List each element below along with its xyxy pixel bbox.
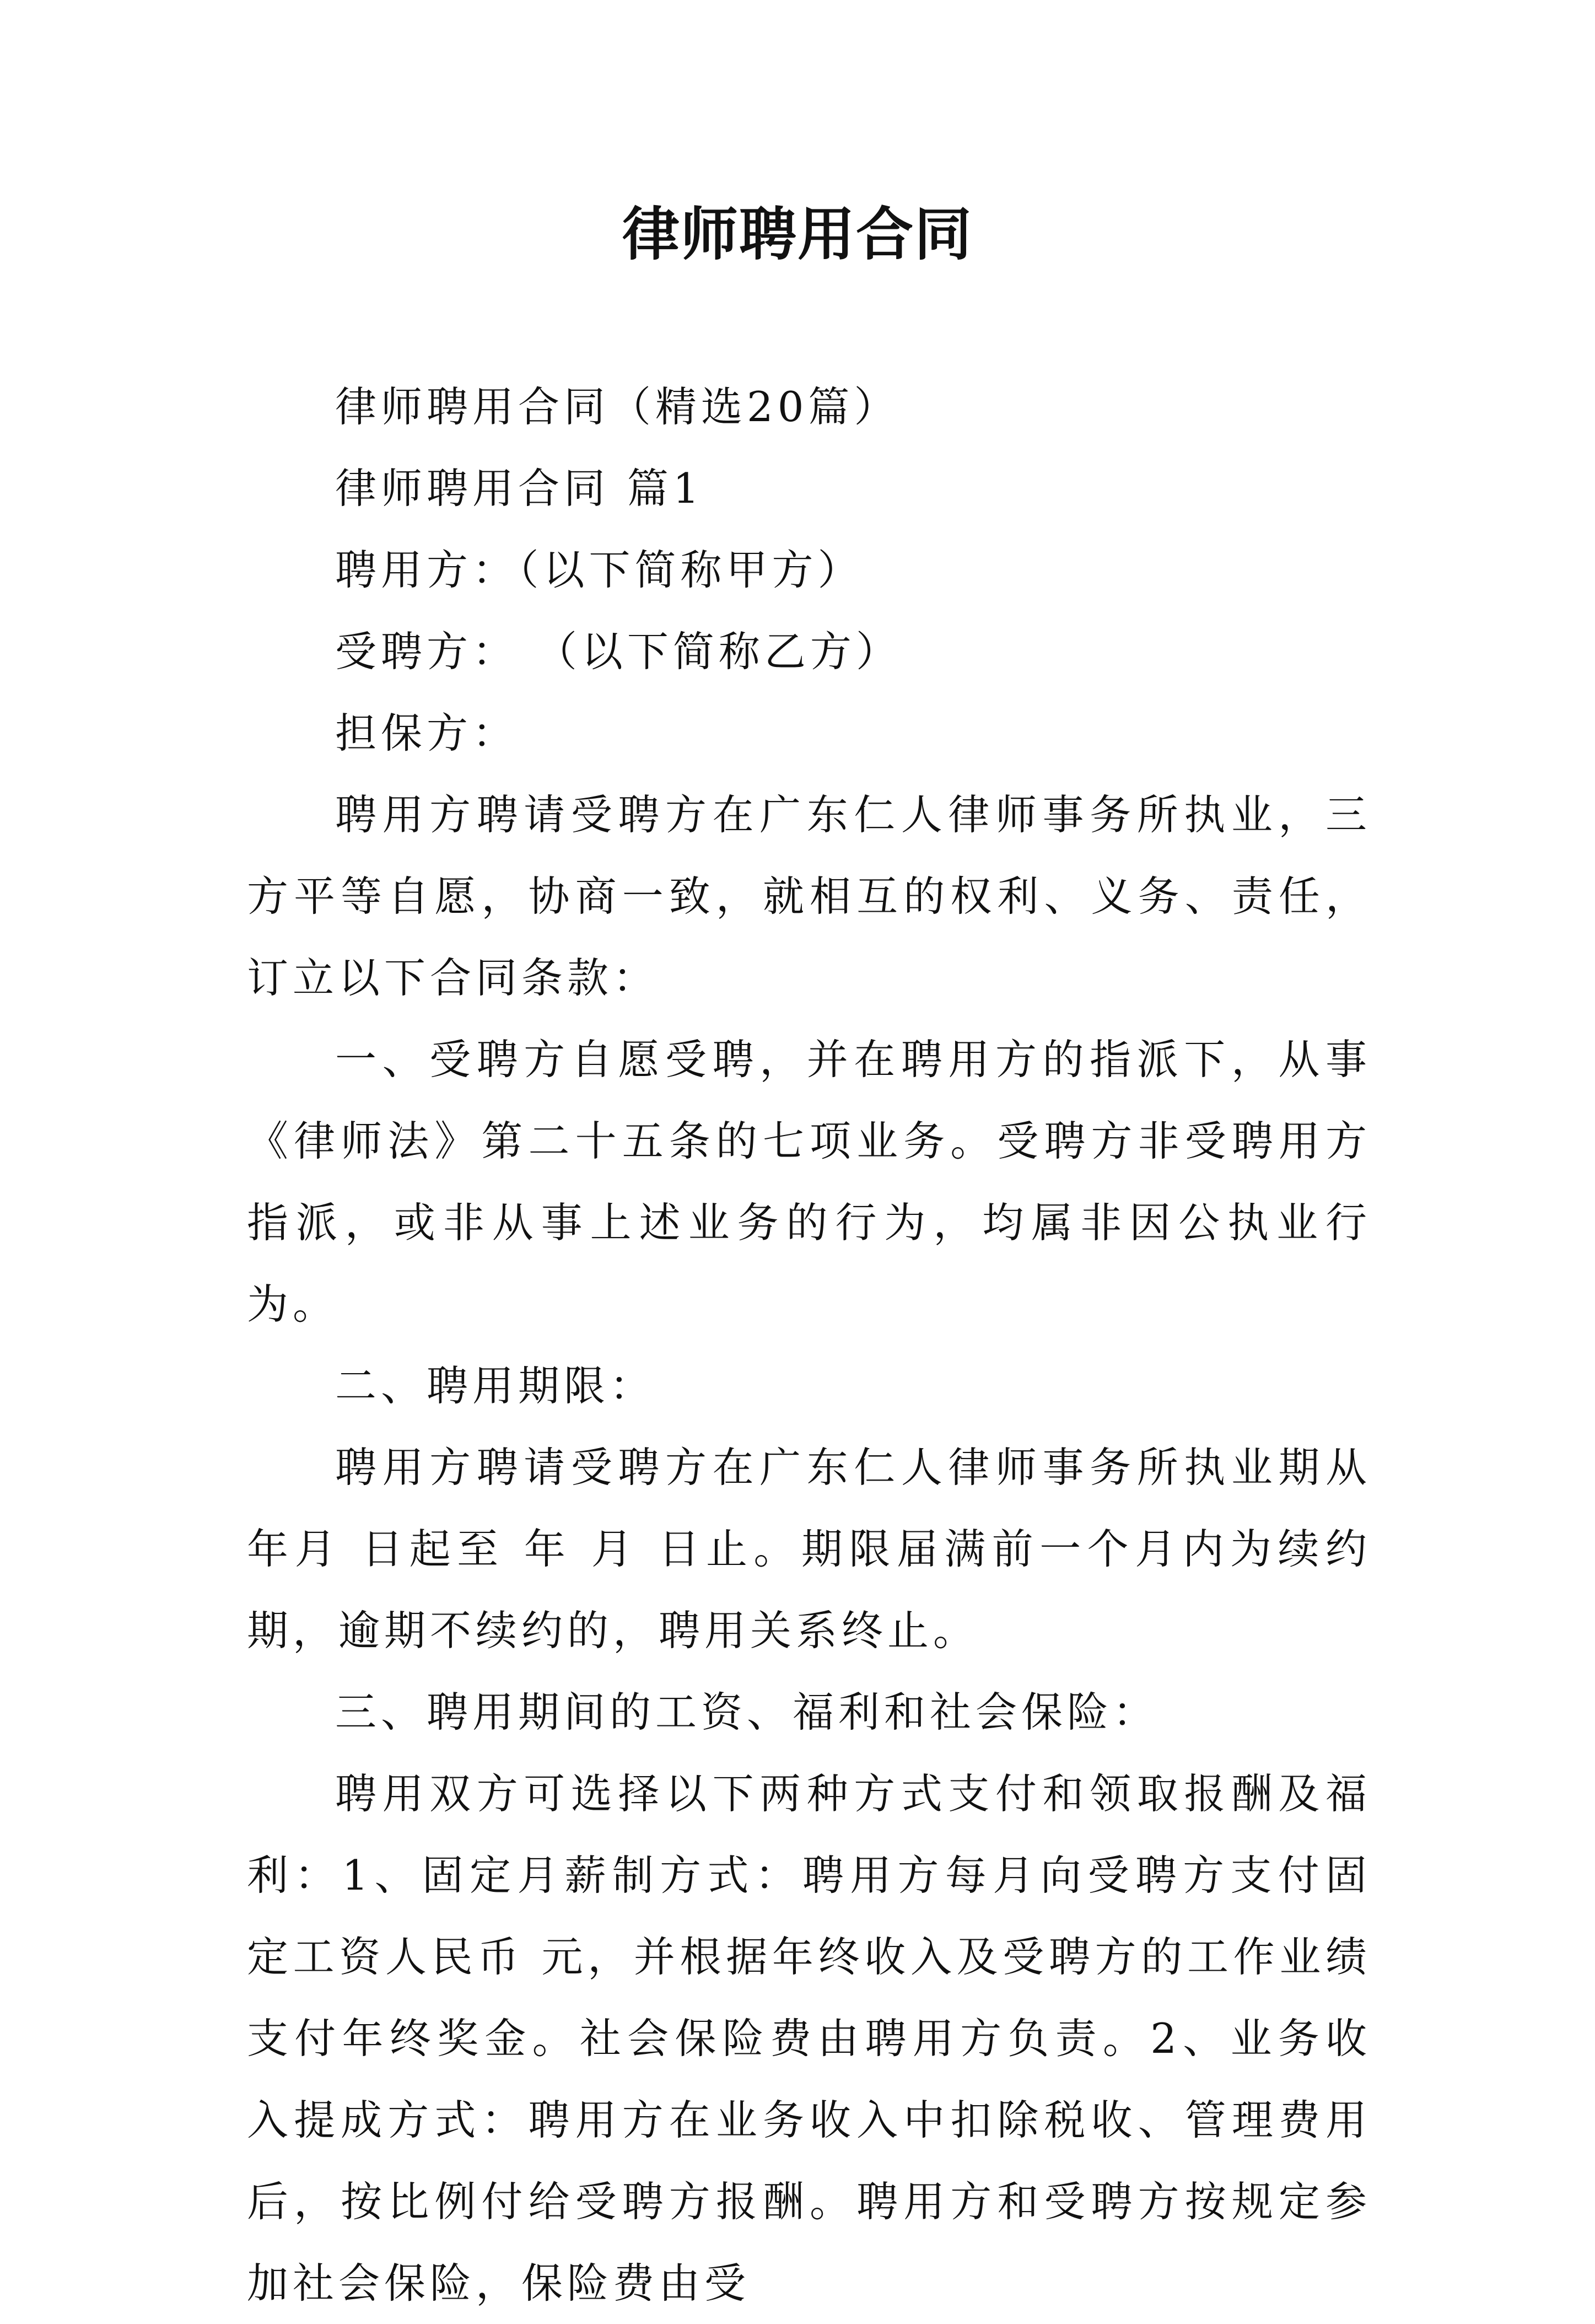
paragraph-clause-2-body: 聘用方聘请受聘方在广东仁人律师事务所执业期从 年月 日起至 年 月 日止。期限届满前一个月内为续约期，逾期不续约的，聘用关系终止。 (247, 1443, 1371, 1655)
paragraph-article-heading: 律师聘用合同 篇1 (335, 464, 704, 513)
paragraph-subtitle: 律师聘用合同（精选20篇） (335, 383, 900, 431)
paragraph-preamble: 聘用方聘请受聘方在广东仁人律师事务所执业，三方平等自愿，协商一致，就相互的权利、义务、责任，订立以下合同条款： (247, 790, 1371, 1002)
paragraph-party-employer: 聘用方：（以下简称甲方） (335, 546, 864, 594)
document-title: 律师聘用合同 (622, 201, 973, 268)
paragraph-party-employee: 受聘方： （以下简称乙方） (335, 627, 902, 676)
paragraph-clause-3-heading: 三、聘用期间的工资、福利和社会保险： (335, 1688, 1159, 1736)
paragraph-party-guarantor: 担保方： (335, 709, 519, 757)
paragraph-clause-2-heading: 二、聘用期限： (335, 1362, 656, 1410)
paragraph-clause-1: 一、受聘方自愿受聘，并在聘用方的指派下，从事《律师法》第二十五条的七项业务。受聘方非受聘用方指派，或非从事上述业务的行为，均属非因公执业行为。 (247, 1035, 1371, 1328)
paragraph-clause-3-body: 聘用双方可选择以下两种方式支付和领取报酬及福利：1、固定月薪制方式：聘用方每月向受聘方支付固定工资人民币 元，并根据年终收入及受聘方的工作业绩支付年终奖金。社会保险费由聘用方负责。2、业务收入提成方式：聘用方在业务收入中扣除税收、管理费用后，按比例付给受聘方报酬。聘用方和受聘方按规定参加社会保险，保险费由受 (247, 1769, 1371, 2307)
document-body (247, 366, 1371, 2324)
